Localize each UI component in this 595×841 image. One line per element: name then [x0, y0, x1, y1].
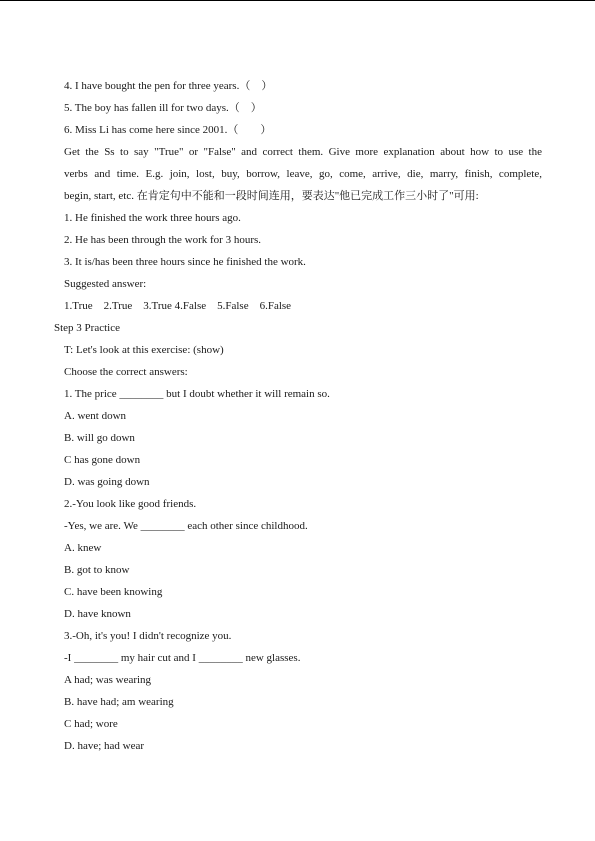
option-3a: A had; was wearing [64, 674, 152, 686]
step-heading: Step 3 Practice [54, 322, 120, 334]
exercise-question-2b: -Yes, we are. We ________ each other since childhood. [64, 520, 308, 532]
exercise-question-3b: -I ________ my hair cut and I ________ new glasses. [64, 652, 301, 664]
explanation-line-3: begin, start, etc. 在肯定句中不能和一段时间连用，要表达"他已完成工作三小时了"可用: [64, 190, 479, 202]
option-3d: D. have; had wear [64, 740, 145, 752]
option-3b: B. have had; am wearing [64, 696, 174, 708]
option-2a: A. knew [64, 542, 102, 554]
suggested-answer-label: Suggested answer: [64, 278, 147, 290]
teacher-instruction: T: Let's look at this exercise: (show) [64, 344, 224, 356]
exercise-question-2a: 2.-You look like good friends. [64, 498, 197, 510]
option-3c: C had; wore [64, 718, 118, 730]
option-1a: A. went down [64, 410, 127, 422]
question-4: 4. I have bought the pen for three years.（ ） [64, 80, 273, 92]
question-6: 6. Miss Li has come here since 2001.（ ） [64, 124, 272, 136]
option-1b: B. will go down [64, 432, 135, 444]
explanation-line-2: verbs and time. E.g. join, lost, buy, borrow, leave, go, come, arrive, die, marry, finish, complete, [64, 168, 542, 180]
example-1: 1. He finished the work three hours ago. [64, 212, 241, 224]
exercise-instruction: Choose the correct answers: [64, 366, 188, 378]
option-2b: B. got to know [64, 564, 130, 576]
suggested-answers: 1.True 2.True 3.True 4.False 5.False 6.False [64, 300, 292, 312]
exercise-question-1: 1. The price ________ but I doubt whether it will remain so. [64, 388, 330, 400]
example-3: 3. It is/has been three hours since he finished the work. [64, 256, 306, 268]
option-2c: C. have been knowing [64, 586, 163, 598]
option-1d: D. was going down [64, 476, 150, 488]
explanation-line-1: Get the Ss to say "True" or "False" and correct them. Give more explanation about how to use the [64, 146, 542, 158]
top-rule [0, 0, 595, 1]
example-2: 2. He has been through the work for 3 hours. [64, 234, 262, 246]
question-5: 5. The boy has fallen ill for two days.（ ） [64, 102, 262, 114]
exercise-question-3a: 3.-Oh, it's you! I didn't recognize you. [64, 630, 232, 642]
option-2d: D. have known [64, 608, 131, 620]
explanation-paragraph [64, 141, 542, 207]
option-1c: C has gone down [64, 454, 141, 466]
